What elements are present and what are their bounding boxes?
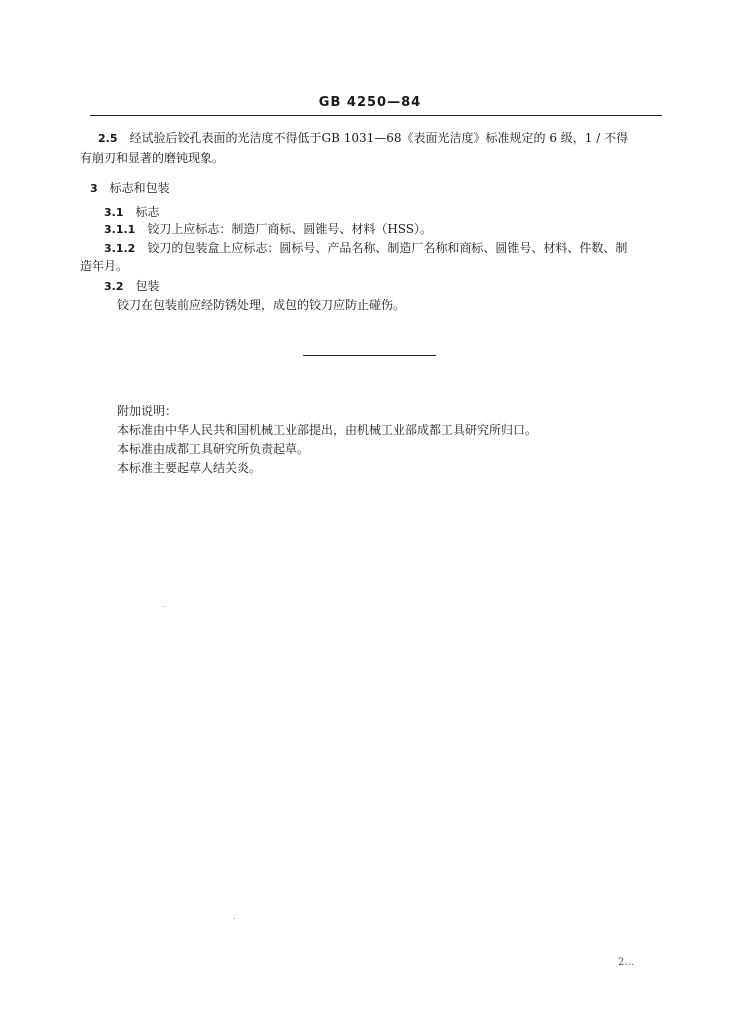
section-title: 包装 <box>135 279 160 293</box>
clause-text: 铰刀的包装盒上应标志：圆标号、产品名称、制造厂名称和商标、圆锥号、材料、件数、制 <box>147 241 628 255</box>
clause-text: 铰刀上应标志：制造厂商标、圆锥号、材料（HSS）。 <box>147 222 433 236</box>
section-number: 3.1 <box>104 206 124 219</box>
clause-2-5 <box>98 131 628 146</box>
clause-number: 3.1.2 <box>104 242 136 255</box>
clause-text: 经试验后铰孔表面的光洁度不得低于GB 1031—68《表面光洁度》标准规定的 6 级，1 / 不得 <box>129 131 629 145</box>
scan-speck <box>163 606 164 607</box>
notes-line: 本标准由中华人民共和国机械工业部提出，由机械工业部成都工具研究所归口。 <box>117 423 538 437</box>
page-number: 2… <box>618 957 635 968</box>
section-3-heading <box>90 181 170 196</box>
clause-3-1-2 <box>104 241 627 256</box>
section-3-1-heading <box>104 205 160 220</box>
section-title: 标志和包装 <box>109 181 170 195</box>
section-title: 标志 <box>135 205 160 219</box>
header-rule <box>90 115 662 116</box>
clause-3-2-text: 铰刀在包装前应经防锈处理，成包的铰刀应防止碰伤。 <box>117 298 406 312</box>
clause-3-1-1 <box>104 222 432 237</box>
notes-line: 本标准主要起草人结关炎。 <box>117 461 262 475</box>
clause-2-5-continuation: 有崩刃和显著的磨钝现象。 <box>80 151 225 165</box>
standard-code-header: GB 4250—84 <box>318 95 422 110</box>
section-number: 3 <box>90 182 98 195</box>
end-of-text-rule <box>303 355 436 356</box>
section-number: 3.2 <box>104 280 124 293</box>
clause-number: 2.5 <box>98 132 118 145</box>
section-3-2-heading <box>104 279 160 294</box>
clause-number: 3.1.1 <box>104 223 136 236</box>
clause-3-1-2-continuation: 造年月。 <box>80 259 129 273</box>
notes-heading: 附加说明： <box>117 404 178 418</box>
notes-line: 本标准由成都工具研究所负责起草。 <box>117 442 310 456</box>
scan-speck <box>234 918 235 919</box>
